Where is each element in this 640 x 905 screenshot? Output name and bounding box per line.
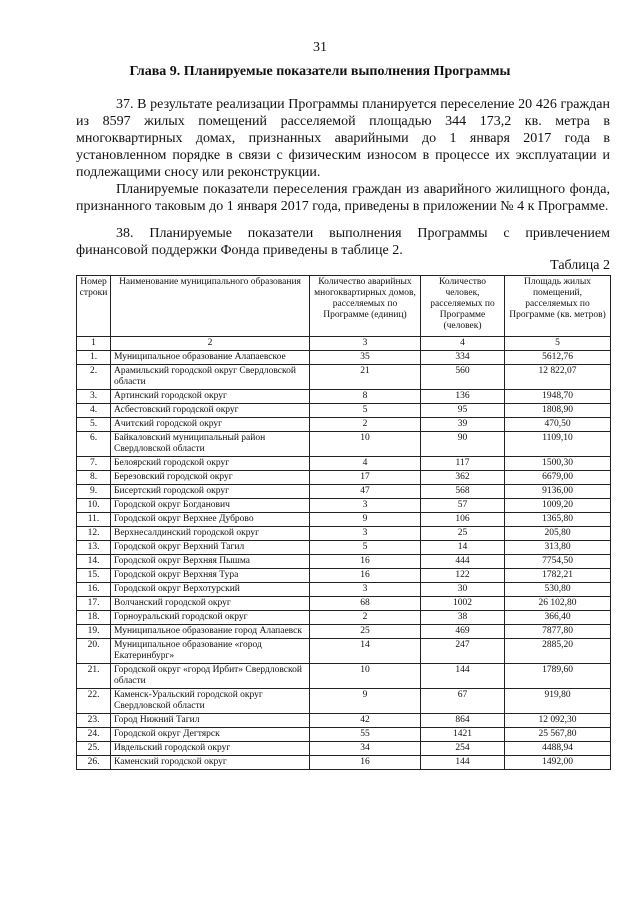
municipality-cell: Верхнесалдинский городской округ <box>111 527 310 541</box>
municipality-cell: Байкаловский муниципальный район Свердловской области <box>111 432 310 457</box>
houses-cell: 47 <box>310 485 421 499</box>
table-row <box>77 390 611 404</box>
table-row <box>77 471 611 485</box>
table-caption: Таблица 2 <box>550 258 610 273</box>
houses-cell: 3 <box>310 499 421 513</box>
header-houses: Количество аварийных многоквартирных домов, расселяемых по Программе (единиц) <box>310 276 421 337</box>
people-cell: 136 <box>421 390 505 404</box>
row-number-cell: 12. <box>77 527 111 541</box>
people-cell: 444 <box>421 555 505 569</box>
area-cell: 4488,94 <box>505 742 611 756</box>
row-number-cell: 13. <box>77 541 111 555</box>
table-row <box>77 569 611 583</box>
people-cell: 95 <box>421 404 505 418</box>
row-number-cell: 17. <box>77 597 111 611</box>
people-cell: 1421 <box>421 728 505 742</box>
people-cell: 254 <box>421 742 505 756</box>
table-row <box>77 689 611 714</box>
houses-cell: 3 <box>310 527 421 541</box>
table-row <box>77 418 611 432</box>
people-cell: 144 <box>421 664 505 689</box>
column-number: 5 <box>505 337 611 351</box>
people-cell: 334 <box>421 351 505 365</box>
municipality-cell: Городской округ Богданович <box>111 499 310 513</box>
people-cell: 144 <box>421 756 505 770</box>
municipality-cell: Городской округ Верхотурский <box>111 583 310 597</box>
row-number-cell: 4. <box>77 404 111 418</box>
area-cell: 7877,80 <box>505 625 611 639</box>
table-row <box>77 513 611 527</box>
municipality-cell: Муниципальное образование «город Екатеринбург» <box>111 639 310 664</box>
row-number-cell: 8. <box>77 471 111 485</box>
row-number-cell: 10. <box>77 499 111 513</box>
area-cell: 470,50 <box>505 418 611 432</box>
row-number-cell: 18. <box>77 611 111 625</box>
houses-cell: 5 <box>310 541 421 555</box>
municipality-cell: Муниципальное образование Алапаевское <box>111 351 310 365</box>
table-row <box>77 555 611 569</box>
people-cell: 469 <box>421 625 505 639</box>
chapter-title: Глава 9. Планируемые показатели выполнения Программы <box>129 64 511 79</box>
people-cell: 560 <box>421 365 505 390</box>
table-row <box>77 664 611 689</box>
area-cell: 12 822,07 <box>505 365 611 390</box>
row-number-cell: 9. <box>77 485 111 499</box>
houses-cell: 34 <box>310 742 421 756</box>
houses-cell: 9 <box>310 513 421 527</box>
row-number-cell: 14. <box>77 555 111 569</box>
table-row <box>77 365 611 390</box>
paragraph-37: 37. В результате реализации Программы планируется переселение 20 426 граждан из 8597 жилых помещений расселяемой площадью 344 173,2 кв. метра в многоквартирных домах, признанных аварийными до 1 января 2017 года в установленном порядке в связи с физическим износом в процессе их эксплуатации и подлежащими сносу или реконструкции. <box>76 97 610 180</box>
row-number-cell: 1. <box>77 351 111 365</box>
people-cell: 568 <box>421 485 505 499</box>
houses-cell: 5 <box>310 404 421 418</box>
municipality-cell: Муниципальное образование город Алапаевск <box>111 625 310 639</box>
houses-cell: 55 <box>310 728 421 742</box>
people-cell: 106 <box>421 513 505 527</box>
table-body <box>77 351 611 770</box>
municipality-cell: Городской округ Дегтярск <box>111 728 310 742</box>
table-row <box>77 351 611 365</box>
area-cell: 7754,50 <box>505 555 611 569</box>
municipality-cell: Березовский городской округ <box>111 471 310 485</box>
header-row-number: Номер строки <box>77 276 111 337</box>
table-row <box>77 432 611 457</box>
area-cell: 1808,90 <box>505 404 611 418</box>
houses-cell: 16 <box>310 555 421 569</box>
houses-cell: 2 <box>310 418 421 432</box>
municipality-cell: Каменск-Уральский городской округ Свердловской области <box>111 689 310 714</box>
row-number-cell: 25. <box>77 742 111 756</box>
people-cell: 67 <box>421 689 505 714</box>
people-cell: 39 <box>421 418 505 432</box>
row-number-cell: 20. <box>77 639 111 664</box>
municipality-cell: Горноуральский городской округ <box>111 611 310 625</box>
area-cell: 25 567,80 <box>505 728 611 742</box>
area-cell: 1365,80 <box>505 513 611 527</box>
people-cell: 25 <box>421 527 505 541</box>
table-row <box>77 639 611 664</box>
table-row <box>77 625 611 639</box>
houses-cell: 16 <box>310 756 421 770</box>
table-row <box>77 756 611 770</box>
row-number-cell: 19. <box>77 625 111 639</box>
table-row <box>77 485 611 499</box>
table-row <box>77 541 611 555</box>
people-cell: 362 <box>421 471 505 485</box>
municipality-cell: Ивдельский городской округ <box>111 742 310 756</box>
table-column-number-row <box>77 337 611 351</box>
table-row <box>77 404 611 418</box>
municipality-cell: Асбестовский городской округ <box>111 404 310 418</box>
area-cell: 1109,10 <box>505 432 611 457</box>
row-number-cell: 21. <box>77 664 111 689</box>
page-number: 31 <box>313 40 327 55</box>
area-cell: 1789,60 <box>505 664 611 689</box>
paragraph-38: 38. Планируемые показатели выполнения Программы с привлечением финансовой поддержки Фонда приведены в таблице 2. <box>76 226 610 258</box>
row-number-cell: 7. <box>77 457 111 471</box>
row-number-cell: 2. <box>77 365 111 390</box>
houses-cell: 16 <box>310 569 421 583</box>
table-row <box>77 742 611 756</box>
municipality-cell: Городской округ Верхняя Пышма <box>111 555 310 569</box>
row-number-cell: 24. <box>77 728 111 742</box>
municipality-cell: Белоярский городской округ <box>111 457 310 471</box>
houses-cell: 10 <box>310 664 421 689</box>
houses-cell: 2 <box>310 611 421 625</box>
area-cell: 26 102,80 <box>505 597 611 611</box>
municipality-cell: Городской округ Верхний Тагил <box>111 541 310 555</box>
paragraph-appendix-ref: Планируемые показатели переселения граждан из аварийного жилищного фонда, признанного таковым до 1 января 2017 года, приведены в приложении № 4 к Программе. <box>76 182 610 214</box>
area-cell: 1948,70 <box>505 390 611 404</box>
table-row <box>77 457 611 471</box>
table-row <box>77 597 611 611</box>
houses-cell: 17 <box>310 471 421 485</box>
municipality-cell: Бисертский городской округ <box>111 485 310 499</box>
column-number: 1 <box>77 337 111 351</box>
municipality-cell: Волчанский городской округ <box>111 597 310 611</box>
area-cell: 5612,76 <box>505 351 611 365</box>
houses-cell: 35 <box>310 351 421 365</box>
people-cell: 38 <box>421 611 505 625</box>
row-number-cell: 3. <box>77 390 111 404</box>
municipality-cell: Ачитский городской округ <box>111 418 310 432</box>
houses-cell: 4 <box>310 457 421 471</box>
area-cell: 1500,30 <box>505 457 611 471</box>
data-table <box>76 275 611 770</box>
table-row <box>77 527 611 541</box>
area-cell: 1009,20 <box>505 499 611 513</box>
municipality-cell: Каменский городской округ <box>111 756 310 770</box>
row-number-cell: 15. <box>77 569 111 583</box>
municipality-cell: Артинский городской округ <box>111 390 310 404</box>
people-cell: 57 <box>421 499 505 513</box>
houses-cell: 9 <box>310 689 421 714</box>
houses-cell: 8 <box>310 390 421 404</box>
table-row <box>77 728 611 742</box>
people-cell: 864 <box>421 714 505 728</box>
header-area: Площадь жилых помещений, расселяемых по Программе (кв. метров) <box>505 276 611 337</box>
municipality-cell: Арамильский городской округ Свердловской области <box>111 365 310 390</box>
table-row <box>77 714 611 728</box>
area-cell: 6679,00 <box>505 471 611 485</box>
row-number-cell: 5. <box>77 418 111 432</box>
houses-cell: 42 <box>310 714 421 728</box>
area-cell: 1492,00 <box>505 756 611 770</box>
row-number-cell: 23. <box>77 714 111 728</box>
houses-cell: 68 <box>310 597 421 611</box>
people-cell: 30 <box>421 583 505 597</box>
municipality-cell: Городской округ «город Ирбит» Свердловской области <box>111 664 310 689</box>
people-cell: 247 <box>421 639 505 664</box>
table-row <box>77 583 611 597</box>
area-cell: 313,80 <box>505 541 611 555</box>
houses-cell: 3 <box>310 583 421 597</box>
table-header-row <box>77 276 611 337</box>
area-cell: 9136,00 <box>505 485 611 499</box>
municipality-cell: Город Нижний Тагил <box>111 714 310 728</box>
people-cell: 1002 <box>421 597 505 611</box>
column-number: 4 <box>421 337 505 351</box>
area-cell: 1782,21 <box>505 569 611 583</box>
area-cell: 366,40 <box>505 611 611 625</box>
column-number: 3 <box>310 337 421 351</box>
row-number-cell: 6. <box>77 432 111 457</box>
area-cell: 205,80 <box>505 527 611 541</box>
table-row <box>77 499 611 513</box>
municipality-cell: Городской округ Верхняя Тура <box>111 569 310 583</box>
row-number-cell: 22. <box>77 689 111 714</box>
people-cell: 90 <box>421 432 505 457</box>
houses-cell: 14 <box>310 639 421 664</box>
municipality-cell: Городской округ Верхнее Дуброво <box>111 513 310 527</box>
row-number-cell: 11. <box>77 513 111 527</box>
header-municipality: Наименование муниципального образования <box>111 276 310 337</box>
area-cell: 530,80 <box>505 583 611 597</box>
area-cell: 12 092,30 <box>505 714 611 728</box>
table-row <box>77 611 611 625</box>
people-cell: 14 <box>421 541 505 555</box>
header-people: Количество человек, расселяемых по Программе (человек) <box>421 276 505 337</box>
houses-cell: 25 <box>310 625 421 639</box>
row-number-cell: 16. <box>77 583 111 597</box>
houses-cell: 10 <box>310 432 421 457</box>
row-number-cell: 26. <box>77 756 111 770</box>
area-cell: 919,80 <box>505 689 611 714</box>
column-number: 2 <box>111 337 310 351</box>
people-cell: 117 <box>421 457 505 471</box>
houses-cell: 21 <box>310 365 421 390</box>
area-cell: 2885,20 <box>505 639 611 664</box>
people-cell: 122 <box>421 569 505 583</box>
